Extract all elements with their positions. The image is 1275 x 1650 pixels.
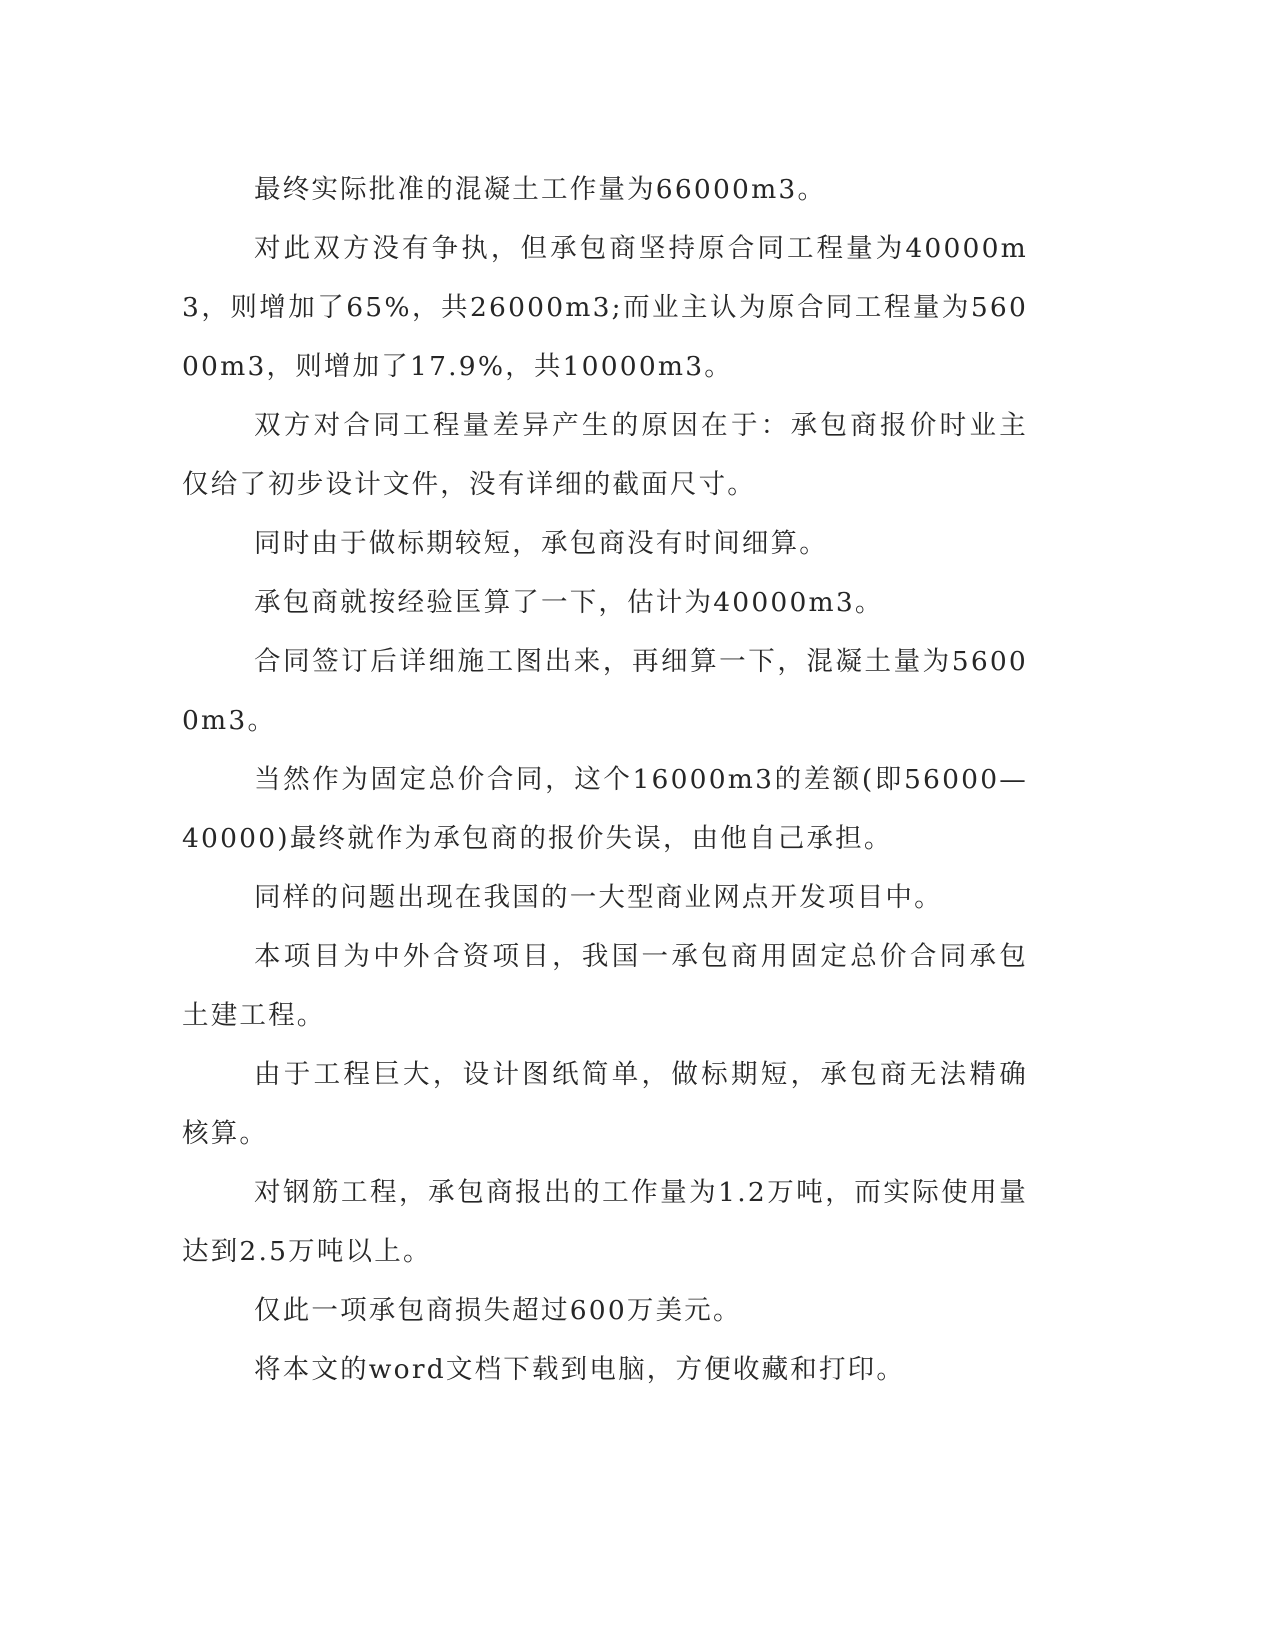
- paragraph: 同样的问题出现在我国的一大型商业网点开发项目中。: [254, 882, 943, 913]
- paragraph: 将本文的word文档下载到电脑，方便收藏和打印。: [254, 1354, 906, 1385]
- paragraph: 由于工程巨大，设计图纸简单，做标期短，承包商无法精确核算。: [182, 1059, 1028, 1149]
- document-body: [182, 160, 1028, 1399]
- paragraph: 对钢筋工程，承包商报出的工作量为1.2万吨，而实际使用量达到2.5万吨以上。: [182, 1177, 1028, 1267]
- paragraph: 合同签订后详细施工图出来，再细算一下，混凝土量为56000m3。: [182, 646, 1028, 736]
- paragraph: 最终实际批准的混凝土工作量为66000m3。: [254, 174, 827, 205]
- paragraph: 承包商就按经验匡算了一下，估计为40000m3。: [254, 587, 884, 618]
- paragraph: 双方对合同工程量差异产生的原因在于：承包商报价时业主仅给了初步设计文件，没有详细的截面尺寸。: [182, 410, 1028, 500]
- paragraph: 当然作为固定总价合同，这个16000m3的差额(即56000—40000)最终就作为承包商的报价失误，由他自己承担。: [182, 764, 1028, 854]
- paragraph: 本项目为中外合资项目，我国一承包商用固定总价合同承包土建工程。: [182, 941, 1028, 1031]
- paragraph: 仅此一项承包商损失超过600万美元。: [254, 1295, 742, 1326]
- paragraph: 同时由于做标期较短，承包商没有时间细算。: [254, 528, 828, 559]
- paragraph: 对此双方没有争执，但承包商坚持原合同工程量为40000m3，则增加了65%，共26000m3;而业主认为原合同工程量为56000m3，则增加了17.9%，共10000m3。: [182, 233, 1028, 382]
